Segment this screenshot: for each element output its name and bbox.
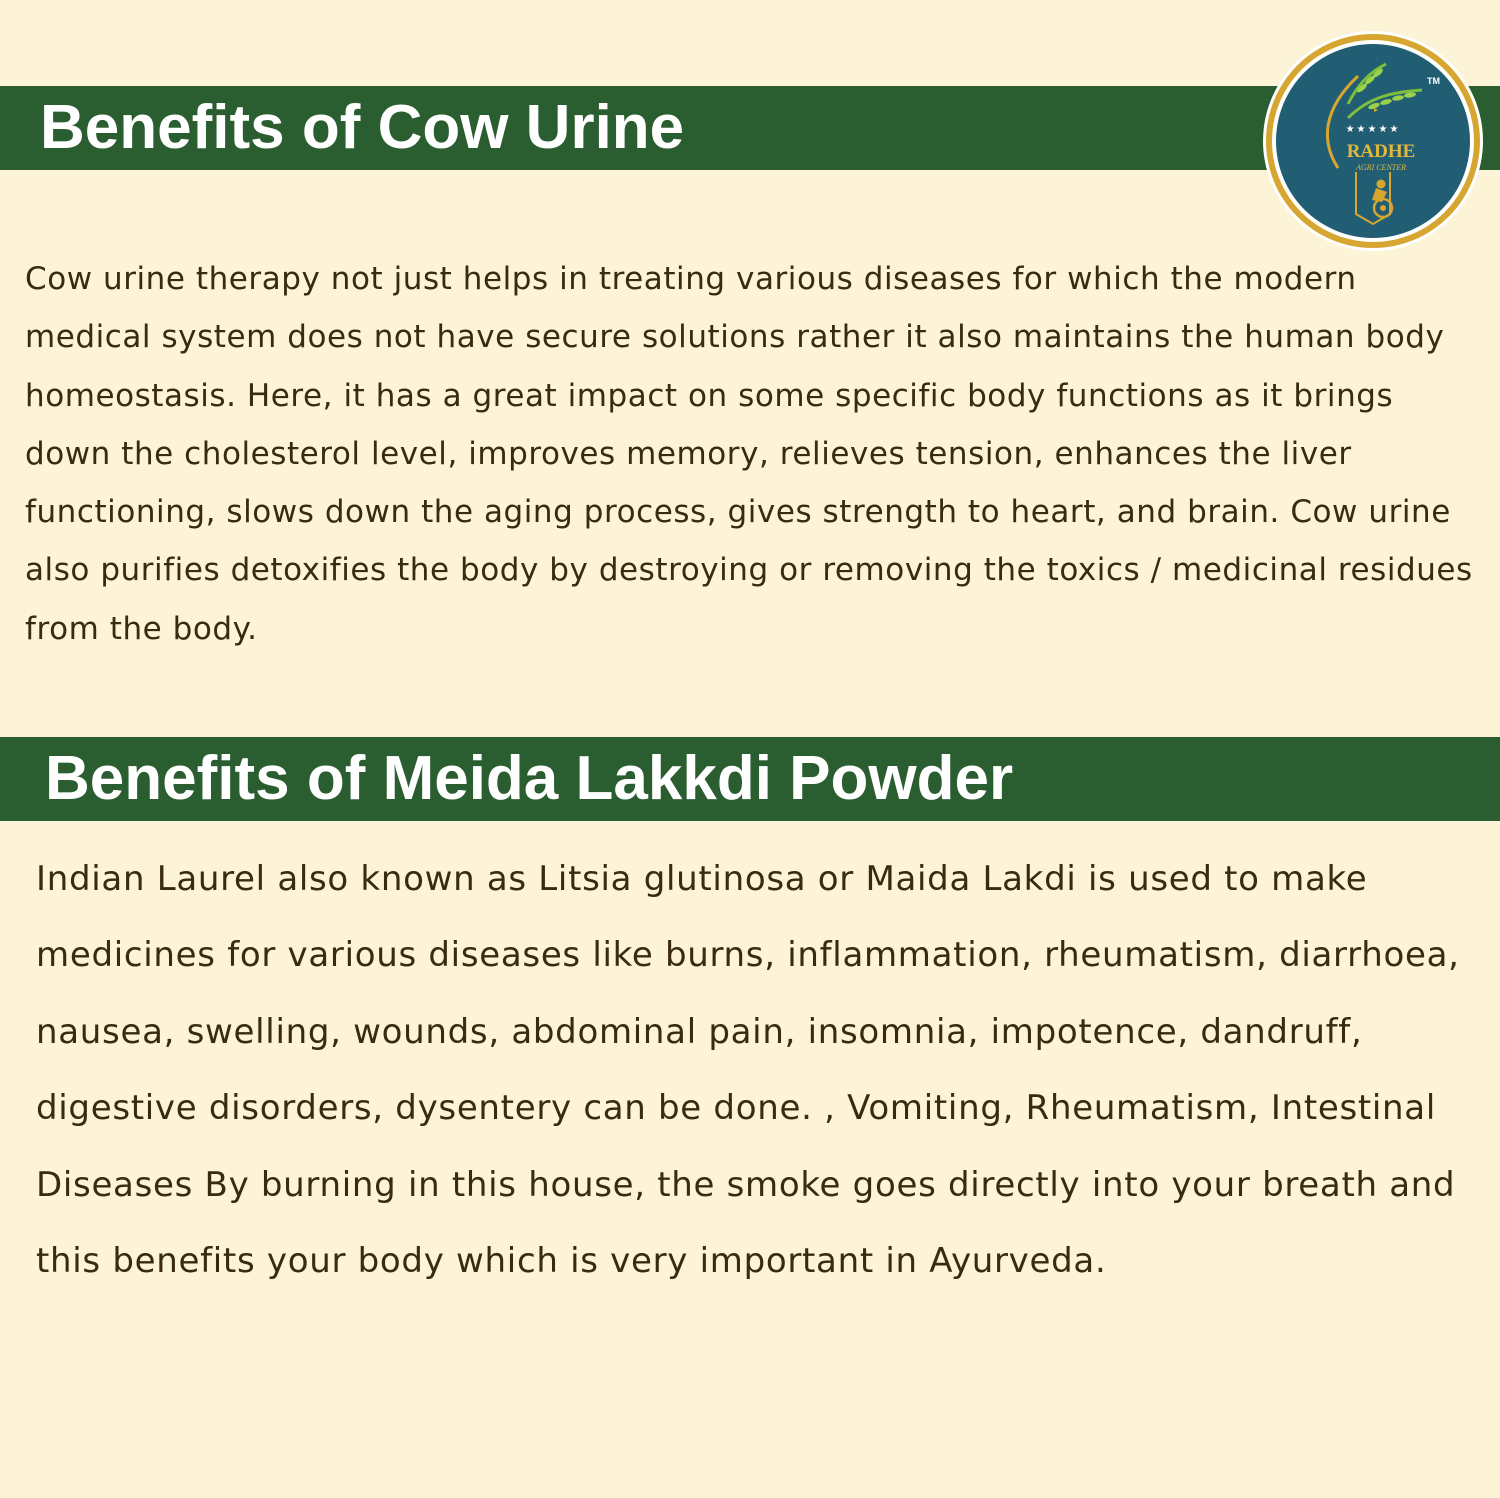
- trademark-label: TM: [1427, 76, 1440, 86]
- logo-brand: RADHE: [1346, 141, 1416, 162]
- cow-urine-paragraph: Cow urine therapy not just helps in treating various diseases for which the modern medical system does not have secure solutions rather it also maintains the human body homeostasis. Here, it has a great impact on some specific body functions as it brings down the cholesterol level, improves memory, relieves tension, enhances the liver functioning, slows down the aging process, gives strength to heart, and brain. Cow urine also purifies detoxifies the body by destroying or removing the toxics / medicinal residues from the body.: [25, 261, 1473, 647]
- section-heading: Benefits of Cow Urine: [40, 93, 685, 162]
- logo-stars: ★★★★★: [1345, 124, 1401, 135]
- wheat-and-farmer-logo-icon: [1262, 30, 1484, 252]
- section-heading: Benefits of Meida Lakkdi Powder: [45, 744, 1014, 813]
- meida-lakkdi-paragraph: Indian Laurel also known as Litsia glutinosa or Maida Lakdi is used to make medicines for various diseases like burns, inflammation, rheumatism, diarrhoea, nausea, swelling, wounds, abdominal pain, insomnia, impotence, dandruff, digestive disorders, dysentery can be done. , Vomiting, Rheumatism, Intestinal Diseases By burning in this house, the smoke goes directly into your breath and this benefits your body which is very important in Ayurveda.: [36, 859, 1460, 1282]
- section-banner-meida-lakkdi: [0, 737, 1500, 821]
- radhe-agri-center-logo: [1262, 30, 1484, 252]
- logo-tagline: AGRI CENTER: [1356, 163, 1406, 172]
